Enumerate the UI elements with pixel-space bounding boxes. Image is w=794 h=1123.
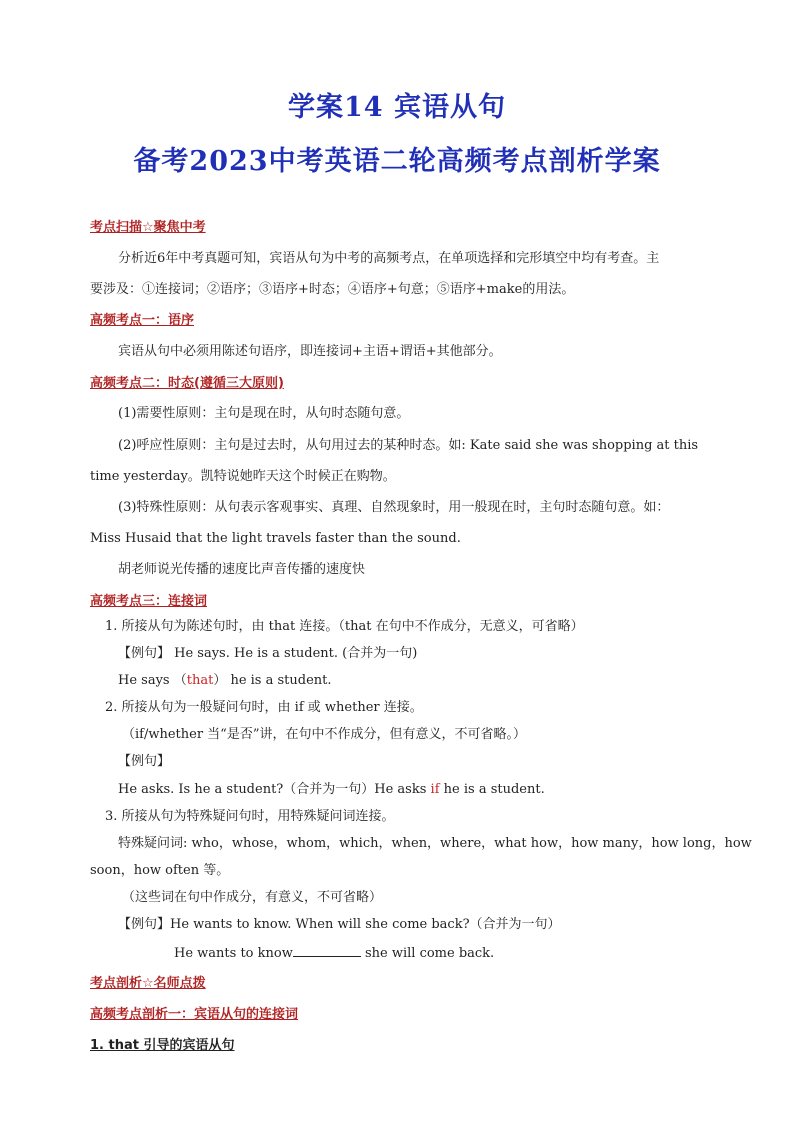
paragraph-text: 特殊疑问词: who，whose，whom，which，when，where，what how，how many，how long，how xyxy=(118,836,752,851)
list-item: 2. 所接从句为一般疑问句时，由 if 或 whether 连接。 xyxy=(105,700,423,715)
answer-word: if xyxy=(430,782,440,797)
example-text: 【例句】 xyxy=(118,754,171,769)
document-title: 学案14 宾语从句 xyxy=(288,92,506,123)
rule-text: time yesterday。凯特说她昨天这个时候正在购物。 xyxy=(90,469,396,484)
section-subheading: 1. that 引导的宾语从句 xyxy=(90,1038,235,1053)
paragraph-text: 宾语从句中必须用陈述句语序，即连接词+主语+谓语+其他部分。 xyxy=(118,344,502,359)
rule-text: 胡老师说光传播的速度比声音传播的速度快 xyxy=(118,562,366,577)
rule-text: (3)特殊性原则：从句表示客观事实、真理、自然现象时，用一般现在时，主句时态随句意。如： xyxy=(118,500,670,515)
example-answer: He says （that） he is a student. xyxy=(118,673,332,688)
document-subtitle: 备考2023中考英语二轮高频考点剖析学案 xyxy=(133,146,661,177)
example-text: 【例句】He wants to know. When will she come back?（合并为一句） xyxy=(118,917,561,932)
rule-text: (1)需要性原则：主句是现在时，从句时态随句意。 xyxy=(118,406,410,421)
section-heading-analysis: 考点剖析☆名师点拨 xyxy=(90,976,206,991)
example-answer: He asks. Is he a student?（合并为一句）He asks if he is a student. xyxy=(118,782,545,797)
example-answer: He wants to know she will come back. xyxy=(174,946,495,961)
list-item: 3. 所接从句为特殊疑问句时，用特殊疑问词连接。 xyxy=(105,809,395,824)
answer-blank xyxy=(293,944,361,957)
section-heading-point1: 高频考点一：语序 xyxy=(90,313,195,328)
rule-text: (2)呼应性原则：主句是过去时，从句用过去的某种时态。如: Kate said she was shopping at this xyxy=(118,438,699,453)
section-subheading: 高频考点剖析一：宾语从句的连接词 xyxy=(90,1007,299,1022)
section-heading-scan: 考点扫描☆聚焦中考 xyxy=(90,220,206,235)
note-text: （这些词在句中作成分，有意义，不可省略） xyxy=(122,890,383,905)
paragraph-text: soon，how often 等。 xyxy=(90,863,230,878)
rule-text: Miss Husaid that the light travels faster than the sound. xyxy=(90,531,461,546)
paragraph-text: 分析近6年中考真题可知，宾语从句为中考的高频考点，在单项选择和完形填空中均有考查。主 xyxy=(118,251,660,266)
list-item: 1. 所接从句为陈述句时，由 that 连接。（that 在句中不作成分，无意义，可省略） xyxy=(105,619,584,634)
note-text: （if/whether 当“是否”讲，在句中不作成分，但有意义，不可省略。） xyxy=(122,727,526,742)
section-heading-point3: 高频考点三：连接词 xyxy=(90,594,208,609)
paragraph-text: 要涉及：①连接词；②语序；③语序+时态；④语序+句意；⑤语序+make的用法。 xyxy=(90,282,575,297)
example-text: 【例句】 He says. He is a student. (合并为一句) xyxy=(118,646,418,661)
answer-word: that xyxy=(186,673,214,688)
section-heading-point2: 高频考点二：时态(遵循三大原则) xyxy=(90,376,284,391)
